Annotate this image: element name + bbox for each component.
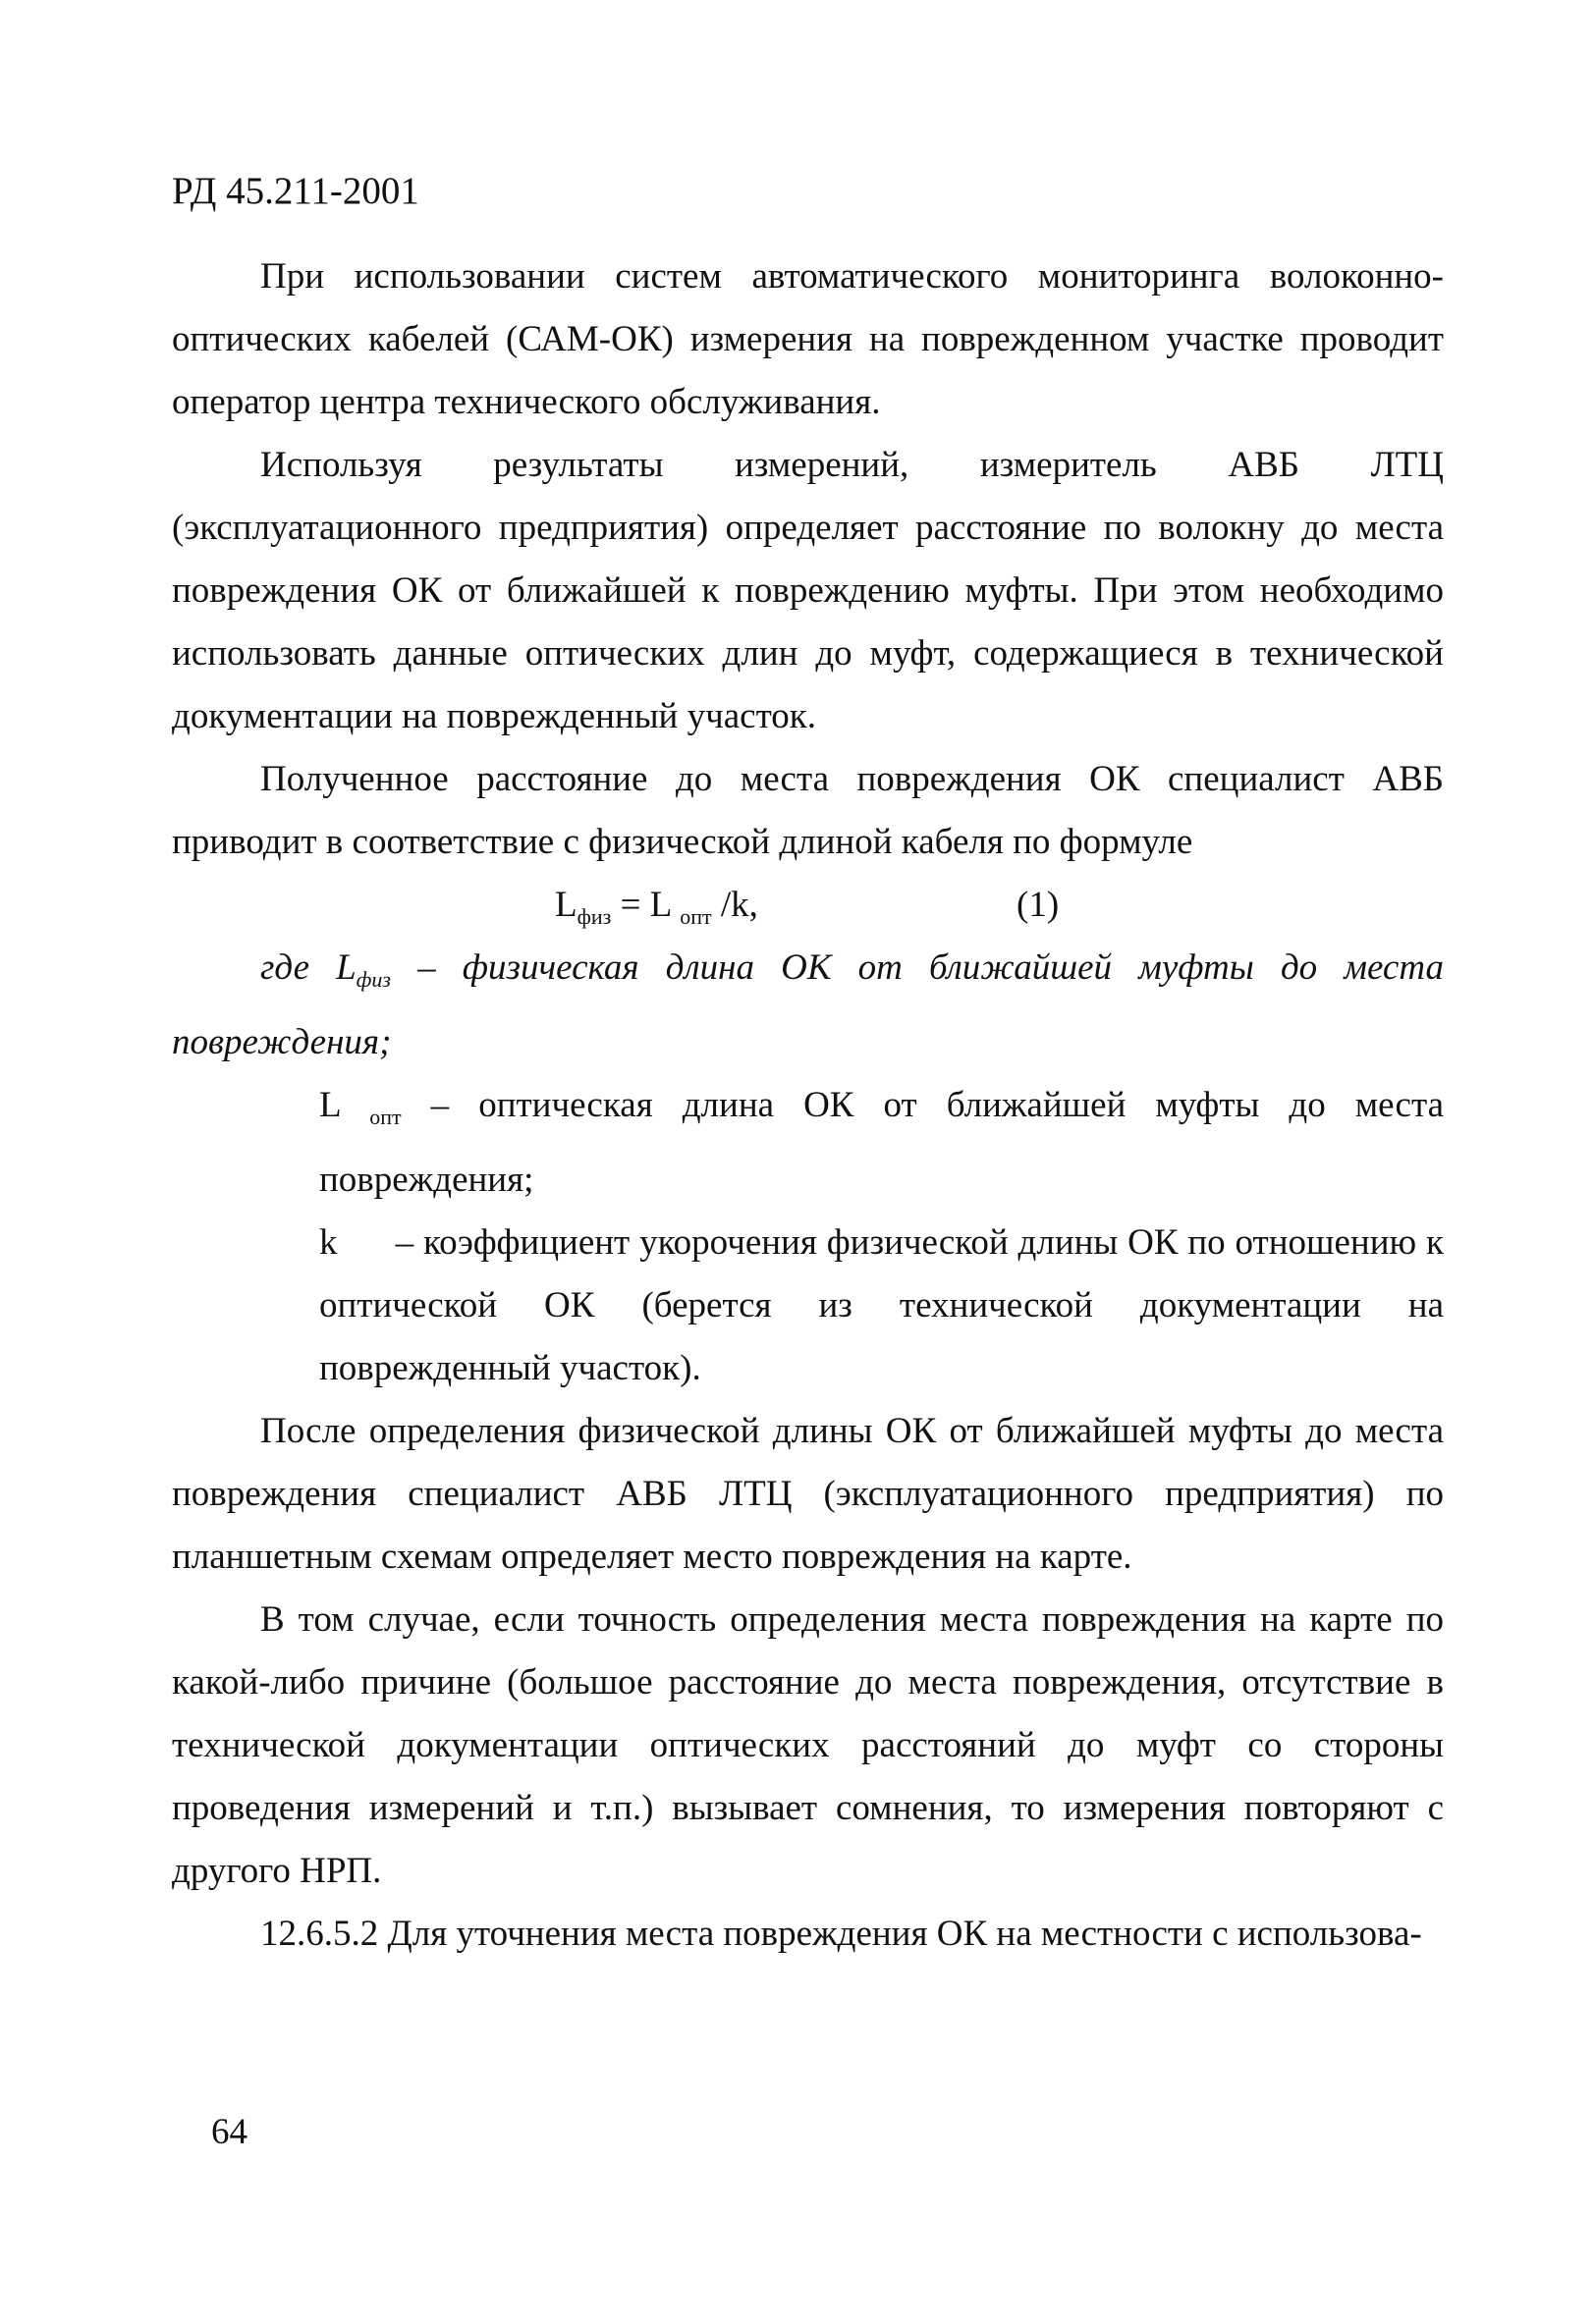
paragraph-sam-ok: При использовании систем автоматического мониторинга волоконно-оптических кабелей (САМ-ОК) измерения на поврежденном участке проводит оператор центра технического обслуживания. xyxy=(172,256,1444,422)
paragraph-measurement: Используя результаты измерений, измеритель АВБ ЛТЦ (эксплуатационного предприятия) определяет расстояние по волокну до места повреждения ОК от ближайшей к повреждению муфты. При этом необходимо использовать данные оптических длин до муфт, содержащиеся в технической документации на поврежденный участок. xyxy=(172,445,1444,736)
formula-number: (1) xyxy=(1017,885,1060,925)
paragraph-map-location: После определения физической длины ОК от ближайшей муфты до места повреждения специалист АВБ ЛТЦ (эксплуатационного предприятия) по планшетным схемам определяет место повреждения на карте. xyxy=(172,1411,1444,1577)
definition-l-phys xyxy=(172,937,1444,1074)
page-number: 64 xyxy=(211,2112,247,2152)
formula-rhs-sub: опт xyxy=(680,904,712,929)
definition-l-opt-sub: опт xyxy=(369,1105,402,1129)
formula-lhs-sub: физ xyxy=(577,904,612,929)
definition-l-phys-text: – физическая длина ОК от ближайшей муфты до места повреждения; xyxy=(172,947,1444,1062)
paragraph-formula-intro: Полученное расстояние до места повреждения ОК специалист АВБ приводит в соответствие с физической длиной кабеля по формуле xyxy=(172,759,1444,862)
definition-k-text: – коэффициент укорочения физической длины ОК по отношению к оптической ОК (берется из технической документации на поврежденный участок). xyxy=(319,1222,1445,1388)
definition-k-symbol: k xyxy=(319,1222,338,1263)
formula-rhs-tail: /k, xyxy=(711,885,758,925)
formula-equals: = xyxy=(611,885,650,925)
document-body xyxy=(172,245,1444,1966)
formula-expression xyxy=(555,874,758,948)
definition-l-opt xyxy=(172,1074,1444,1212)
formula-rhs-symbol: L xyxy=(649,885,671,925)
definition-l-opt-symbol: L xyxy=(319,1085,341,1125)
definition-l-phys-sub: физ xyxy=(356,967,391,992)
formula-1 xyxy=(172,874,1444,937)
paragraph-repeat-measurement: В том случае, если точность определения места повреждения на карте по какой-либо причине (большое расстояние до места повреждения, отсутствие в технической документации оптических расстояний до муфт со стороны проведения измерений и т.п.) вызывает сомнения, то измерения повторяют с другого НРП. xyxy=(172,1599,1444,1891)
definition-k xyxy=(172,1212,1444,1400)
formula-lhs-symbol: L xyxy=(555,885,577,925)
definition-l-phys-prefix: где L xyxy=(260,947,357,988)
document-code: РД 45.211-2001 xyxy=(172,170,419,212)
definition-l-opt-text: – оптическая длина ОК от ближайшей муфты до места повреждения; xyxy=(319,1085,1444,1200)
paragraph-section-12-6-5-2: 12.6.5.2 Для уточнения места повреждения ОК на местности с использова- xyxy=(260,1914,1422,1954)
